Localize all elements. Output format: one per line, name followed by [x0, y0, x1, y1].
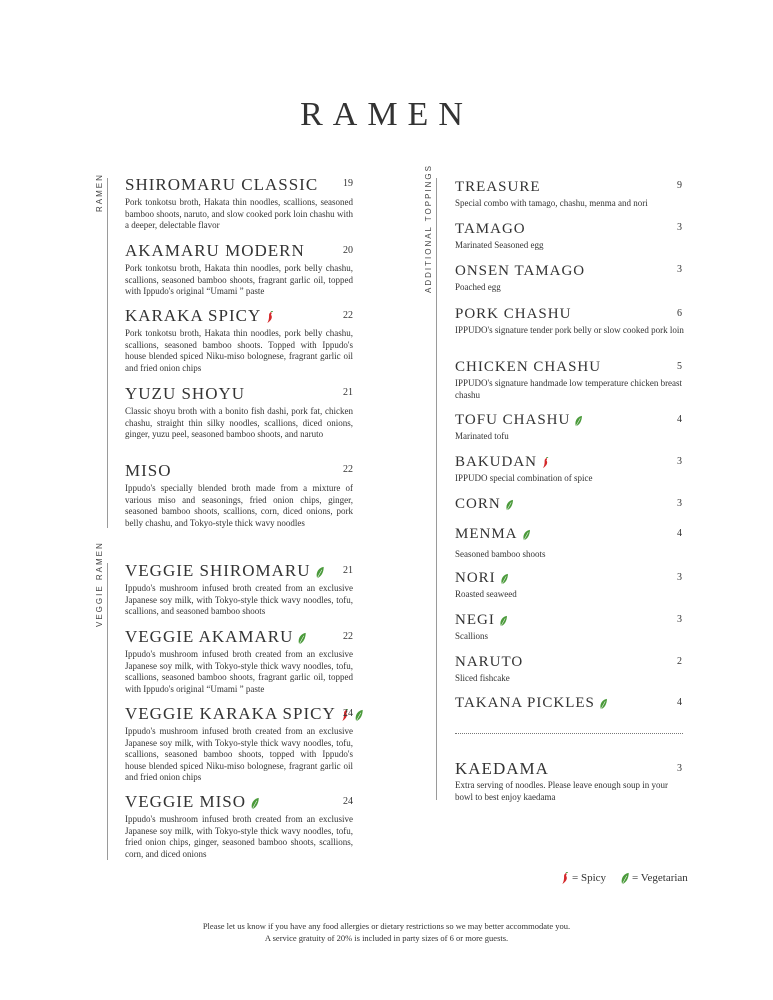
topping-bakudan — [455, 453, 685, 485]
leaf-icon — [297, 631, 307, 643]
topping-nori — [455, 569, 685, 601]
item-name: PORK CHASHU — [455, 306, 572, 322]
leaf-icon — [522, 528, 532, 540]
legend-vegetarian-label: = Vegetarian — [632, 872, 688, 884]
item-price: 9 — [677, 180, 682, 191]
item-name: AKAMARU MODERN — [125, 241, 305, 260]
chili-icon — [265, 310, 275, 322]
item-desc: Roasted seaweed — [455, 589, 517, 599]
leaf-icon — [315, 565, 325, 577]
item-name: TREASURE — [455, 179, 541, 195]
item-desc: Seasoned bamboo shoots — [455, 549, 546, 559]
footer-note — [0, 920, 773, 944]
item-desc: Extra serving of noodles. Please leave enough soup in your bowl to best enjoy kaedama — [455, 780, 668, 802]
item-price: 3 — [677, 222, 682, 233]
page-title: RAMEN — [300, 96, 473, 133]
item-desc: Classic shoyu broth with a bonito fish dashi, pork fat, chicken chashu, straight thin silky noodles, scallions, diced onions, ginger, yuzu peel, seasoned bamboo shoots, and naruto — [125, 406, 353, 440]
menu-item-veggie-miso — [125, 793, 353, 860]
item-price: 6 — [677, 308, 682, 319]
topping-pork-chashu — [455, 305, 685, 337]
topping-naruto — [455, 653, 685, 685]
leaf-icon — [599, 697, 609, 709]
item-desc: Scallions — [455, 631, 488, 641]
item-price: 2 — [677, 656, 682, 667]
item-name: NEGI — [455, 612, 495, 628]
item-name: ONSEN TAMAGO — [455, 263, 586, 279]
item-desc: Poached egg — [455, 282, 501, 292]
item-desc: Ippudo's mushroom infused broth created from an exclusive Japanese soy milk, with Tokyo-style thick wavy noodles, tofu, fried onion chips, ginger, seasoned bamboo shoots, scallions, corn, and diced onions — [125, 814, 353, 859]
item-price: 21 — [343, 387, 353, 398]
menu-item-shiromaru-classic — [125, 176, 353, 232]
leaf-icon — [574, 414, 584, 426]
footer-gratuity-note: A service gratuity of 20% is included in party sizes of 6 or more guests. — [264, 933, 509, 943]
item-price: 3 — [677, 498, 682, 509]
footer-allergy-note: Please let us know if you have any food allergies or dietary restrictions so we may better accommodate you. — [202, 921, 571, 931]
item-name: VEGGIE SHIROMARU — [125, 561, 311, 580]
item-price: 22 — [343, 310, 353, 321]
chili-icon — [541, 456, 551, 468]
item-name: NARUTO — [455, 654, 524, 670]
item-price: 22 — [343, 464, 353, 475]
item-desc: Special combo with tamago, chashu, menma and nori — [455, 198, 648, 208]
item-name: VEGGIE MISO — [125, 792, 247, 811]
divider-veggie — [107, 563, 108, 860]
dotted-divider — [455, 733, 683, 734]
menu-item-yuzu-shoyu — [125, 385, 353, 441]
section-label-toppings: ADDITIONAL TOPPINGS — [424, 164, 433, 293]
item-price: 19 — [343, 178, 353, 189]
legend-spicy-label: = Spicy — [572, 872, 607, 884]
topping-treasure — [455, 178, 685, 210]
item-price: 20 — [343, 245, 353, 256]
item-price: 22 — [343, 631, 353, 642]
item-desc: Sliced fishcake — [455, 673, 510, 683]
topping-menma — [455, 525, 685, 561]
item-price: 3 — [677, 264, 682, 275]
item-name: YUZU SHOYU — [125, 384, 246, 403]
item-name: MENMA — [455, 526, 518, 542]
item-name: TOFU CHASHU — [455, 412, 571, 428]
item-desc: Pork tonkotsu broth, Hakata thin noodles, scallions, seasoned bamboo shoots, naruto, and slow cooked pork loin chashu with a deeper, delectable flavor — [125, 197, 353, 231]
leaf-icon — [499, 614, 509, 626]
item-price: 3 — [677, 614, 682, 625]
item-name: CORN — [455, 496, 501, 512]
item-desc: Ippudo's mushroom infused broth created from an exclusive Japanese soy milk, with Tokyo-style thick wavy noodles, tofu, scallions, and seasoned bamboo shoots — [125, 583, 353, 617]
item-price: 21 — [343, 565, 353, 576]
topping-negi — [455, 611, 685, 643]
item-price: 4 — [677, 414, 682, 425]
topping-onsen-tamago — [455, 262, 685, 294]
item-desc: Pork tonkotsu broth, Hakata thin noodles, pork belly chashu, scallions, seasoned bamboo shoots. Topped with Ippudo's house blended spiced Niku-miso bolognese, fragrant garlic oil and fried onion chips — [125, 328, 353, 373]
chili-icon — [560, 872, 570, 884]
item-name: BAKUDAN — [455, 454, 537, 470]
menu-item-veggie-karaka-spicy — [125, 705, 353, 784]
section-label-veggie: VEGGIE RAMEN — [95, 541, 104, 627]
leaf-icon — [620, 872, 630, 884]
topping-tofu-chashu — [455, 411, 685, 443]
item-name: SHIROMARU CLASSIC — [125, 175, 319, 194]
leaf-icon — [500, 572, 510, 584]
item-name: KAEDAMA — [455, 759, 549, 778]
item-price: 5 — [677, 361, 682, 372]
menu-item-akamaru-modern — [125, 242, 353, 298]
item-desc: Ippudo's mushroom infused broth created from an exclusive Japanese soy milk, with Tokyo-style thick wavy noodles, tofu, scallions, seasoned bamboo shoots, topped with Ippudo's house blended spiced Niku-miso bolognese, fragrant garlic oil and fried onion chips — [125, 726, 353, 783]
leaf-icon — [505, 498, 515, 510]
divider-ramen — [107, 178, 108, 528]
item-price: 3 — [677, 572, 682, 583]
item-desc: IPPUDO's signature tender pork belly or slow cooked pork loin — [455, 325, 684, 335]
menu-item-karaka-spicy — [125, 307, 353, 374]
item-name: TAMAGO — [455, 221, 526, 237]
item-price: 24 — [343, 708, 353, 719]
legend — [560, 872, 688, 884]
section-label-ramen: RAMEN — [95, 173, 104, 212]
topping-tamago — [455, 220, 685, 252]
menu-item-kaedama — [455, 760, 685, 803]
item-name: KARAKA SPICY — [125, 306, 262, 325]
menu-item-veggie-shiromaru — [125, 562, 353, 618]
item-price: 3 — [677, 456, 682, 467]
item-desc: IPPUDO special combination of spice — [455, 473, 593, 483]
item-name: VEGGIE AKAMARU — [125, 627, 294, 646]
topping-corn — [455, 495, 685, 513]
item-desc: Marinated tofu — [455, 431, 509, 441]
item-price: 24 — [343, 796, 353, 807]
menu-item-veggie-akamaru — [125, 628, 353, 695]
leaf-icon — [354, 708, 364, 720]
item-name: MISO — [125, 461, 172, 480]
item-desc: IPPUDO's signature handmade low temperature chicken breast chashu — [455, 378, 683, 400]
leaf-icon — [250, 796, 260, 808]
item-name: CHICKEN CHASHU — [455, 359, 602, 375]
item-desc: Ippudo's mushroom infused broth created from an exclusive Japanese soy milk, with Tokyo-style thick wavy noodles, tofu, scallions, seasoned bamboo shoots, fragrant garlic oil, topped with Ippudo's original “Umami ” paste — [125, 649, 353, 694]
item-desc: Marinated Seasoned egg — [455, 240, 544, 250]
divider-toppings — [436, 178, 437, 800]
item-name: VEGGIE KARAKA SPICY — [125, 704, 336, 723]
item-desc: Ippudo's specially blended broth made from a mixture of various miso and seasonings, fried onion chips, ginger, seasoned bamboo shoots, scallions, corn, diced onions, pork belly chashu, and Tokyo-style thick wavy noodles — [125, 483, 353, 528]
menu-item-miso — [125, 462, 353, 529]
item-price: 4 — [677, 697, 682, 708]
item-price: 4 — [677, 528, 682, 539]
topping-chicken-chashu — [455, 358, 685, 401]
item-price: 3 — [677, 763, 682, 774]
item-desc: Pork tonkotsu broth, Hakata thin noodles, pork belly chashu, scallions, seasoned bamboo shoots, fragrant garlic oil, topped with Ippudo's original “Umami ” paste — [125, 263, 353, 297]
item-name: TAKANA PICKLES — [455, 695, 595, 711]
topping-takana-pickles — [455, 694, 685, 712]
item-name: NORI — [455, 570, 496, 586]
